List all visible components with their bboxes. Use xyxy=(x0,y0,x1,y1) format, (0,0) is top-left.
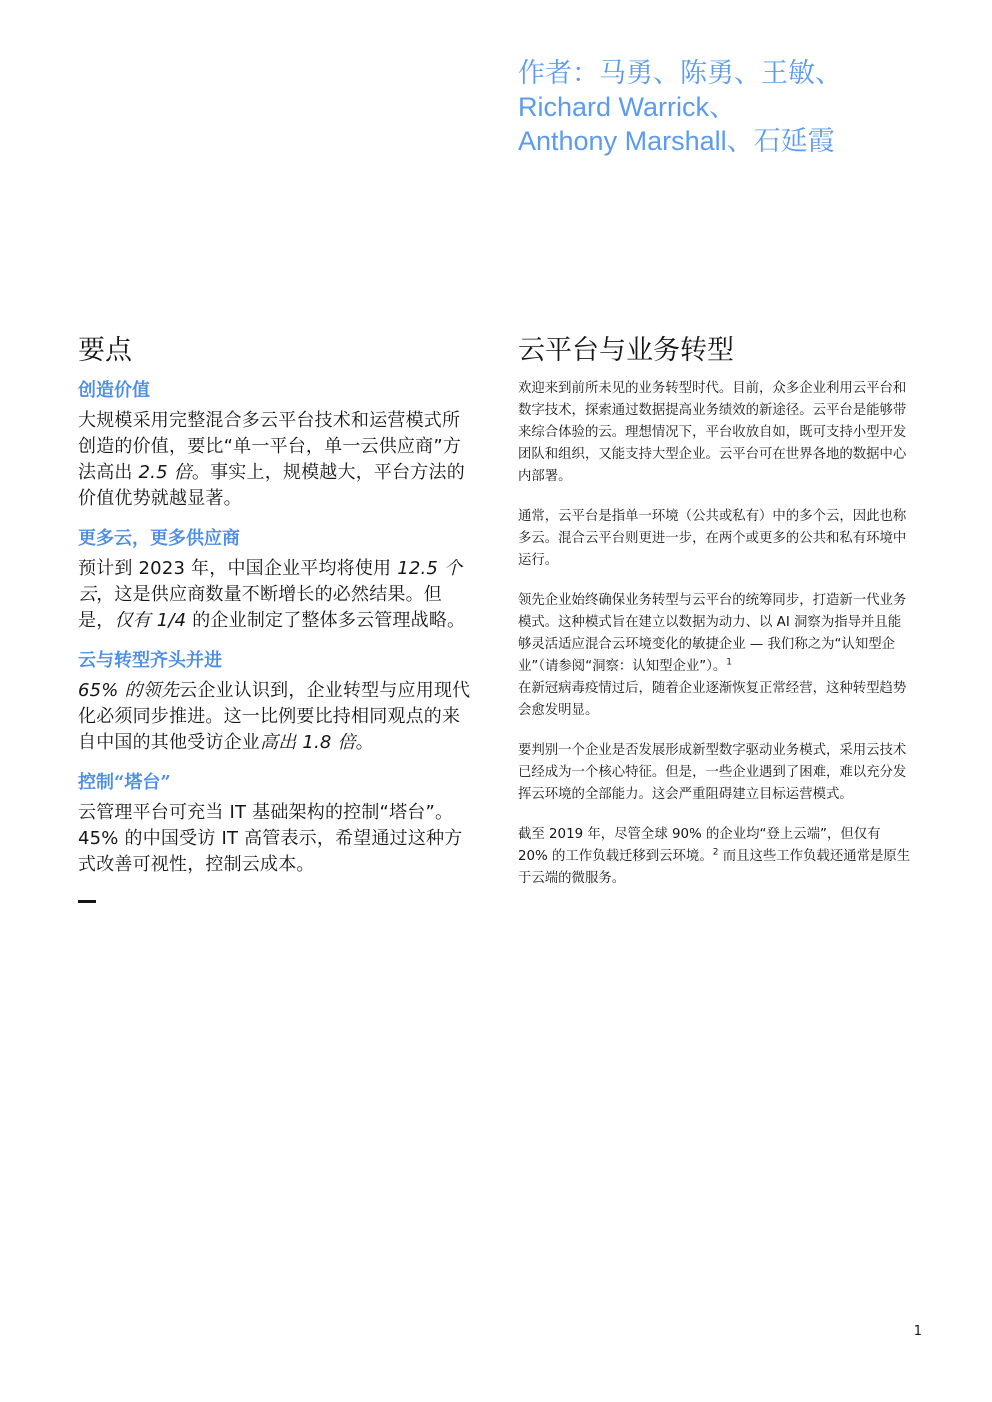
key-point-text: 预计到 2023 年，中国企业平均将使用 xyxy=(78,558,398,579)
key-point-emphasis: 高出 1.8 倍 xyxy=(260,732,356,753)
key-point-body xyxy=(78,408,478,512)
key-point-text: 的企业制定了整体多云管理战略。 xyxy=(186,610,466,631)
author-line: 作者：马勇、陈勇、王敏、 xyxy=(518,58,842,88)
article-title: 云平台与业务转型 xyxy=(518,335,734,366)
article-paragraph: 欢迎来到前所未见的业务转型时代。目前，众多企业利用云平台和数字技术，探索通过数据提高业务绩效的新途径。云平台是能够带来综合体验的云。理想情况下，平台收放自如，既可支持小型开发团队和组织，又能支持大型企业。云平台可在世界各地的数据中心内部署。 xyxy=(518,381,907,484)
footnote-ref[interactable]: 1 xyxy=(726,657,733,668)
paragraph-text: 领先企业始终确保业务转型与云平台的统筹同步，打造新一代业务模式。这种模式旨在建立以数据为动力、以 AI 洞察为指导并且能够灵活适应混合云环境变化的敏捷企业 — 我们称之为“认知型企业”（请参阅“洞察：认知型企业”）。 xyxy=(518,593,907,674)
key-point-emphasis: 65% 的领先 xyxy=(78,680,180,701)
paragraph-text: 在新冠病毒疫情过后，随着企业逐渐恢复正常经营，这种转型趋势会愈发明显。 xyxy=(518,681,907,718)
key-point-body xyxy=(78,556,478,634)
article-paragraph xyxy=(518,590,914,722)
footnote-ref[interactable]: 2 xyxy=(712,847,719,858)
key-point-text: 云企业认识到，企业转型与应用现代化必须同步推进。这一比例要比持相同观点的来自中国的其他受访企业 xyxy=(78,680,471,753)
author-line: Richard Warrick、 xyxy=(518,92,737,122)
key-point-body xyxy=(78,678,478,756)
key-point-emphasis: 仅有 1/4 xyxy=(114,610,187,631)
key-point-heading: 云与转型齐头并进 xyxy=(78,650,222,671)
article-paragraph: 要判别一个企业是否发展形成新型数字驱动业务模式，采用云技术已经成为一个核心特征。但是，一些企业遇到了困难，难以充分发挥云环境的全部能力。这会严重阻碍建立目标运营模式。 xyxy=(518,743,907,802)
author-list xyxy=(518,56,948,158)
key-point-text: 。事实上，规模越大，平台方法的价值优势就越显著。 xyxy=(78,462,465,509)
key-points-column xyxy=(78,334,478,903)
section-end-mark xyxy=(78,900,96,903)
key-point-heading: 更多云，更多供应商 xyxy=(78,528,240,549)
key-point-text: 大规模采用完整混合多云平台技术和运营模式所创造的价值，要比“单一平台，单一云供应商”方法高出 xyxy=(78,410,462,483)
page-number: 1 xyxy=(913,1324,922,1339)
paragraph-text: 截至 2019 年，尽管全球 90% 的企业均“登上云端”，但仅有 20% 的工作负载迁移到云环境。 xyxy=(518,827,881,864)
key-point-body xyxy=(78,800,478,878)
key-point-heading: 控制“塔台” xyxy=(78,772,171,793)
key-point-text: 。 xyxy=(355,732,374,753)
key-point-emphasis: 12.5 个云 xyxy=(78,558,463,605)
key-point-emphasis: 2.5 倍 xyxy=(138,462,192,483)
main-article-column xyxy=(518,334,914,908)
article-paragraph xyxy=(518,824,914,890)
key-point-text: 云管理平台可充当 IT 基础架构的控制“塔台”。45% 的中国受访 IT 高管表示，希望通过这种方式改善可视性，控制云成本。 xyxy=(78,802,463,875)
key-points-title: 要点 xyxy=(78,335,132,366)
article-paragraph: 通常，云平台是指单一环境（公共或私有）中的多个云，因此也称多云。混合云平台则更进一步，在两个或更多的公共和私有环境中运行。 xyxy=(518,509,907,568)
paragraph-text: 而且这些工作负载还通常是原生于云端的微服务。 xyxy=(518,849,911,886)
author-line: Anthony Marshall、石延霞 xyxy=(518,126,835,156)
key-point-heading: 创造价值 xyxy=(78,380,150,401)
key-point-text: ，这是供应商数量不断增长的必然结果。但是， xyxy=(78,584,443,631)
